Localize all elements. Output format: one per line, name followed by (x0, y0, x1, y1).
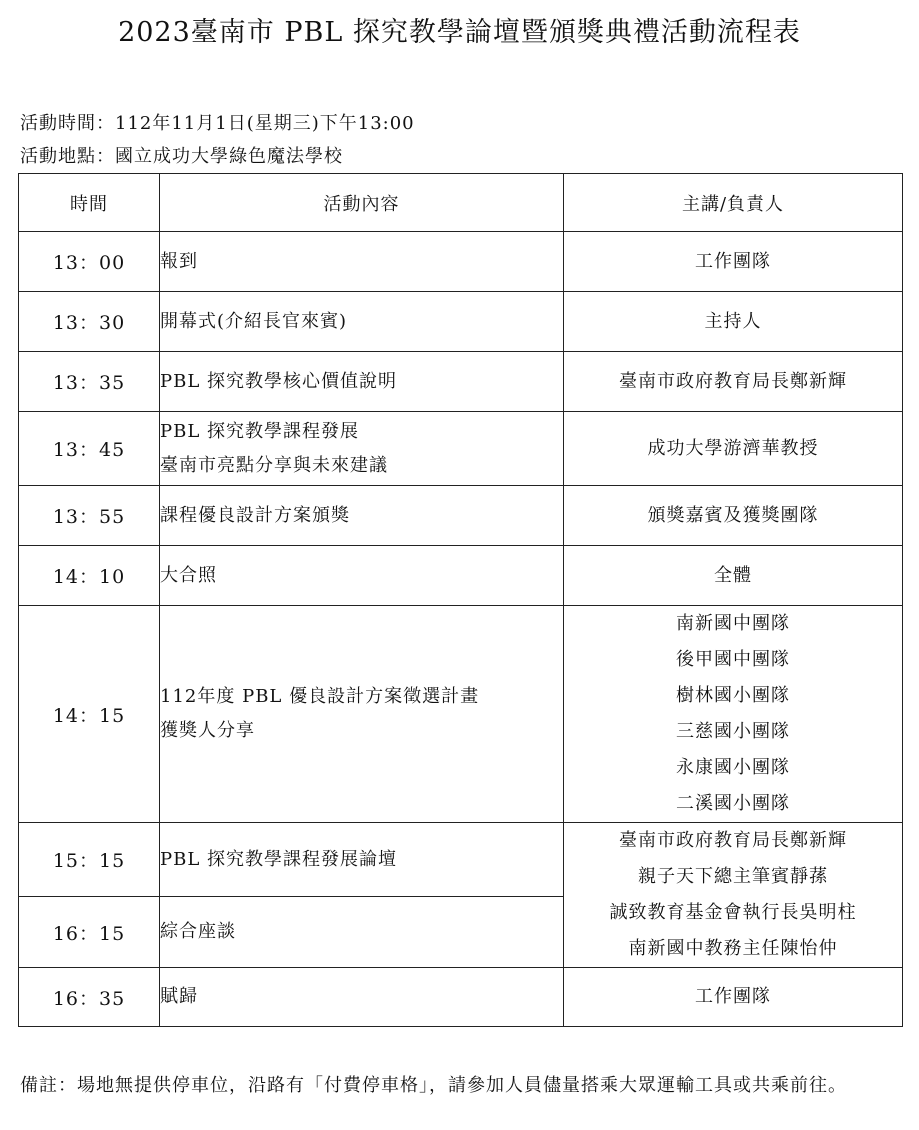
row-time: 13：35 (19, 352, 160, 412)
event-place: 活動地點：國立成功大學綠色魔法學校 (20, 146, 343, 167)
page-title: 2023臺南市 PBL 探究教學論壇暨頒獎典禮活動流程表 (118, 17, 801, 48)
footnote: 備註：場地無提供停車位，沿路有「付費停車格」，請參加人員儘量搭乘大眾運輸工具或共乘前往。 (20, 1075, 847, 1096)
row-host-merged: 臺南市政府教育局長鄭新輝 親子天下總主筆賓靜蓀 誠致教育基金會執行長吳明柱 南新國中教務主任陳怡仲 (564, 823, 903, 968)
table-row (19, 232, 903, 292)
row-time: 14：10 (19, 546, 160, 606)
table-row (19, 412, 903, 486)
row-time: 13：30 (19, 292, 160, 352)
table-row (19, 352, 903, 412)
row-host: 頒獎嘉賓及獲獎團隊 (564, 486, 903, 546)
row-time: 13：45 (19, 412, 160, 486)
row-activity: 開幕式(介紹長官來賓) (160, 292, 564, 352)
header-host: 主講/負責人 (564, 174, 903, 232)
row-time: 14：15 (19, 606, 160, 823)
row-activity: 112年度 PBL 優良設計方案徵選計畫 獲獎人分享 (160, 606, 564, 823)
row-time: 15：15 (19, 823, 160, 897)
row-activity: PBL 探究教學核心價值說明 (160, 352, 564, 412)
table-row (19, 968, 903, 1027)
row-time: 13：55 (19, 486, 160, 546)
schedule-table (18, 173, 903, 1027)
row-activity: 課程優良設計方案頒獎 (160, 486, 564, 546)
row-host: 南新國中團隊 後甲國中團隊 樹林國小團隊 三慈國小團隊 永康國小團隊 二溪國小團隊 (564, 606, 903, 823)
header-activity: 活動內容 (160, 174, 564, 232)
row-host: 工作團隊 (564, 968, 903, 1027)
row-activity: 賦歸 (160, 968, 564, 1027)
table-row (19, 606, 903, 823)
table-row (19, 486, 903, 546)
table-row (19, 823, 903, 897)
row-activity: PBL 探究教學課程發展 臺南市亮點分享與未來建議 (160, 412, 564, 486)
row-host: 成功大學游濟華教授 (564, 412, 903, 486)
row-host: 臺南市政府教育局長鄭新輝 (564, 352, 903, 412)
table-row (19, 292, 903, 352)
row-time: 16：35 (19, 968, 160, 1027)
row-activity: PBL 探究教學課程發展論壇 (160, 823, 564, 897)
row-time: 13：00 (19, 232, 160, 292)
row-host: 工作團隊 (564, 232, 903, 292)
row-host: 全體 (564, 546, 903, 606)
table-header-row (19, 174, 903, 232)
row-activity: 大合照 (160, 546, 564, 606)
row-host: 主持人 (564, 292, 903, 352)
row-activity: 報到 (160, 232, 564, 292)
row-time: 16：15 (19, 897, 160, 968)
row-activity: 綜合座談 (160, 897, 564, 968)
table-row (19, 546, 903, 606)
event-time: 活動時間：112年11月1日(星期三)下午13:00 (20, 113, 415, 134)
header-time: 時間 (19, 174, 160, 232)
